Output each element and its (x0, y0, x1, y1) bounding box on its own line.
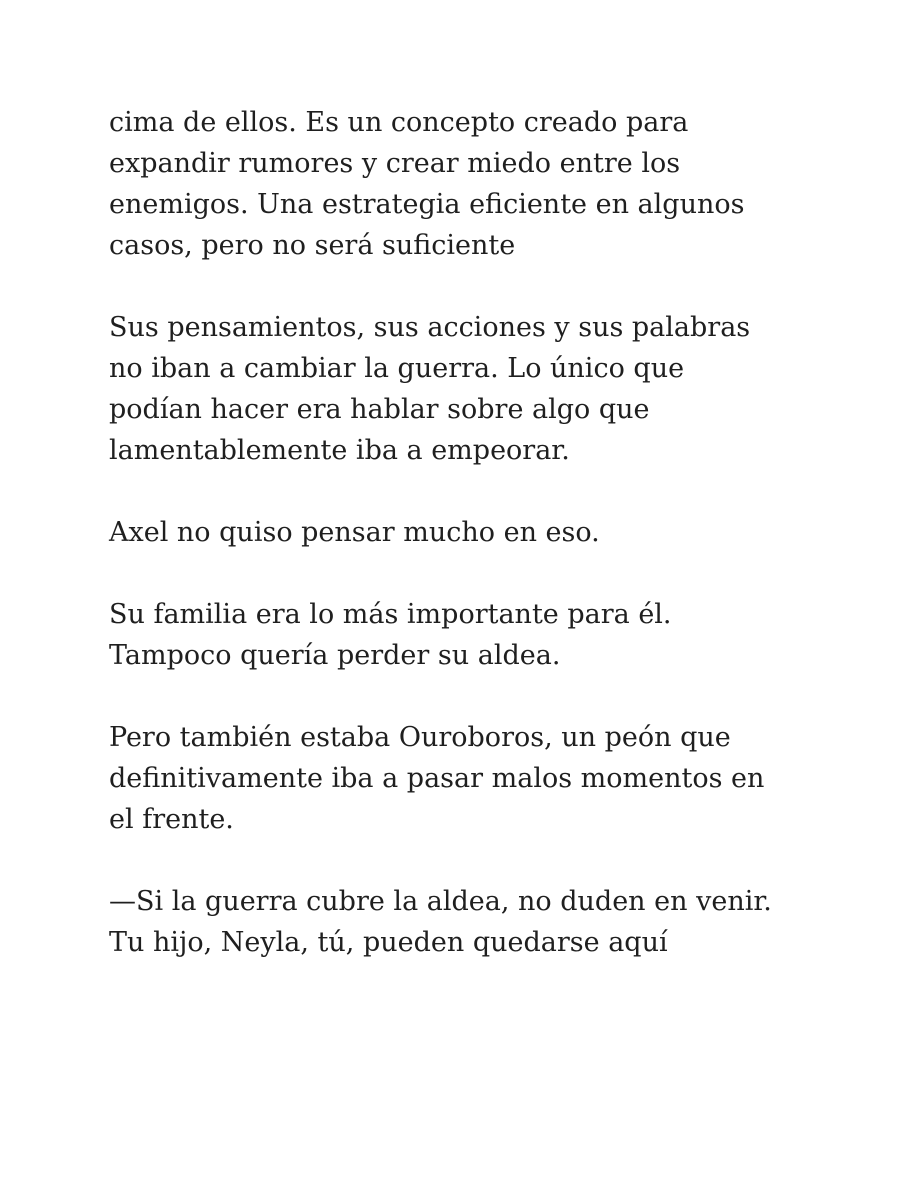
paragraph-3 (109, 512, 809, 553)
text-line: —Si la guerra cubre la aldea, no duden en venir. (109, 886, 772, 917)
text-line: cima de ellos. Es un concepto creado para (109, 107, 689, 138)
text-line: Tampoco quería perder su aldea. (109, 640, 561, 671)
body-text (109, 102, 809, 963)
text-line: definitivamente iba a pasar malos momentos en (109, 763, 765, 794)
text-line: enemigos. Una estrategia eficiente en algunos (109, 189, 745, 220)
text-line: casos, pero no será suficiente (109, 230, 516, 261)
text-line: el frente. (109, 804, 234, 835)
text-line: no iban a cambiar la guerra. Lo único que (109, 353, 685, 384)
text-line: expandir rumores y crear miedo entre los (109, 148, 681, 179)
paragraph-4 (109, 594, 809, 676)
text-line: lamentablemente iba a empeorar. (109, 435, 570, 466)
paragraph-2 (109, 307, 809, 471)
text-line: podían hacer era hablar sobre algo que (109, 394, 650, 425)
paragraph-1 (109, 102, 809, 266)
text-line: Axel no quiso pensar mucho en eso. (109, 517, 600, 548)
text-line: Pero también estaba Ouroboros, un peón que (109, 722, 731, 753)
text-line: Sus pensamientos, sus acciones y sus palabras (109, 312, 751, 343)
text-line: Su familia era lo más importante para él. (109, 599, 672, 630)
text-line: Tu hijo, Neyla, tú, pueden quedarse aquí (109, 927, 668, 958)
paragraph-6 (109, 881, 809, 963)
paragraph-5 (109, 717, 809, 840)
